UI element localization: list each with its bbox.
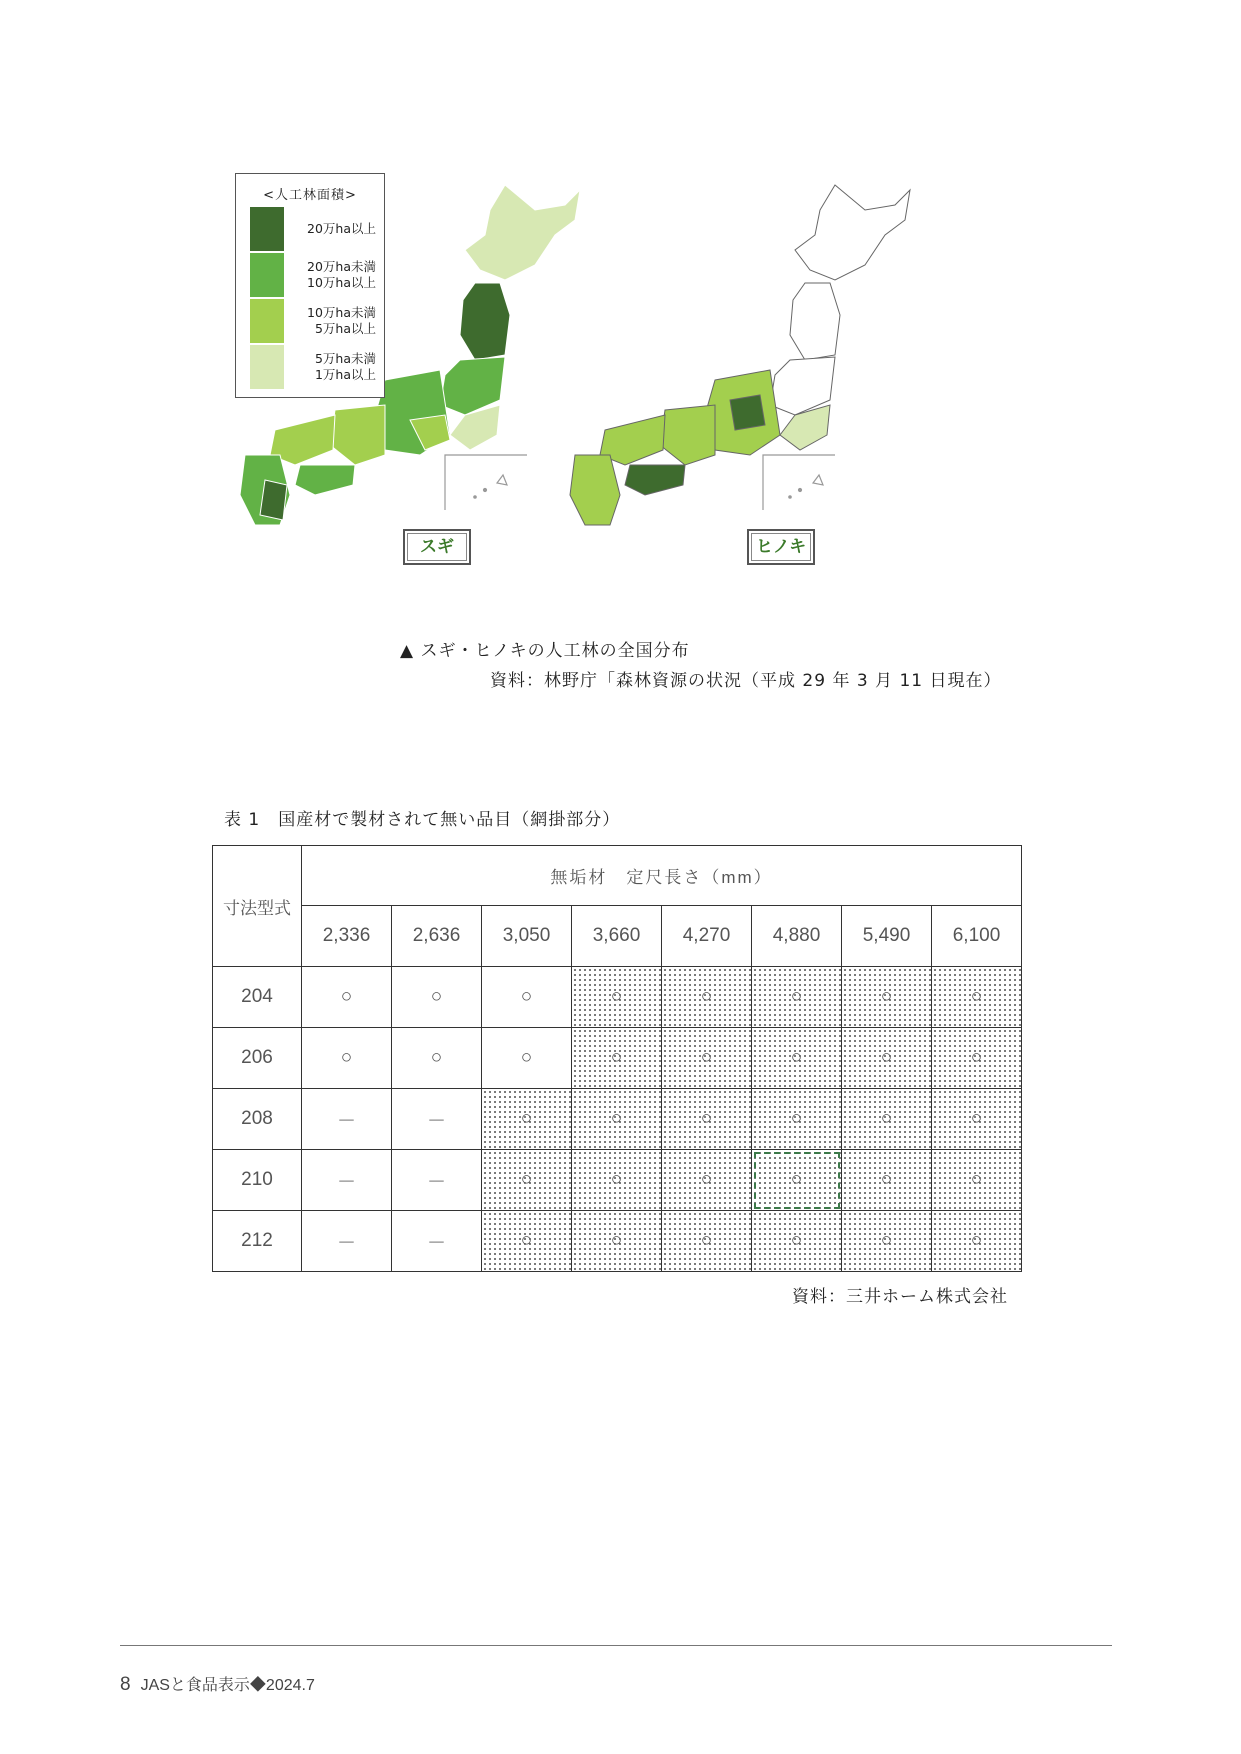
table-cell-shaded: ○: [842, 1150, 932, 1211]
table-cell-shaded: ○: [932, 1089, 1022, 1150]
hinoki-hokkaido: [795, 185, 910, 280]
length-header: 2,636: [392, 906, 482, 967]
lumber-table: [212, 845, 1022, 1272]
legend-item: [250, 207, 376, 251]
table-cell: ○: [482, 1028, 572, 1089]
table-cell: ○: [302, 967, 392, 1028]
table-cell-highlighted: ○: [752, 1150, 842, 1211]
table-cell: －: [302, 1089, 392, 1150]
length-header: 3,660: [572, 906, 662, 967]
legend-item: [250, 253, 376, 297]
table-row: [213, 967, 1022, 1028]
sugi-kyushu-south: [260, 480, 287, 520]
table-cell: －: [392, 1211, 482, 1272]
size-cell: 212: [213, 1211, 302, 1272]
table-cell: －: [392, 1150, 482, 1211]
size-cell: 208: [213, 1089, 302, 1150]
table-cell-shaded: ○: [842, 1028, 932, 1089]
table-cell-shaded: ○: [662, 1150, 752, 1211]
table-cell-shaded: ○: [932, 1211, 1022, 1272]
table-cell-shaded: ○: [662, 1089, 752, 1150]
legend-label: 10万ha以上: [307, 275, 376, 290]
table-row: [213, 1211, 1022, 1272]
table-cell-shaded: ○: [842, 1089, 932, 1150]
length-header: 5,490: [842, 906, 932, 967]
table-source: 資料：三井ホーム株式会社: [792, 1287, 1008, 1307]
legend-label: 5万ha未満: [314, 351, 376, 366]
table-cell-shaded: ○: [752, 1028, 842, 1089]
hinoki-kyushu: [570, 455, 620, 525]
legend-swatch: [250, 345, 284, 389]
table-cell-shaded: ○: [662, 967, 752, 1028]
sugi-kinki: [330, 405, 385, 465]
sugi-okinawa-inset: [445, 455, 527, 510]
legend-label: 10万ha未満: [307, 305, 376, 320]
hinoki-label: ヒノキ: [747, 529, 815, 565]
table-row: [213, 1028, 1022, 1089]
sugi-label: スギ: [403, 529, 471, 565]
table-cell-shaded: ○: [752, 1089, 842, 1150]
legend-swatch: [250, 299, 284, 343]
page-number: 8: [120, 1674, 131, 1695]
hinoki-kinki: [660, 405, 715, 465]
table-row: [213, 1089, 1022, 1150]
publication-name: JASと食品表示◆2024.7: [140, 1677, 315, 1694]
size-cell: 210: [213, 1150, 302, 1211]
table-cell: ○: [392, 1028, 482, 1089]
table-cell-shaded: ○: [662, 1028, 752, 1089]
table-cell-shaded: ○: [482, 1150, 572, 1211]
table-cell-shaded: ○: [932, 1150, 1022, 1211]
sugi-hokkaido: [465, 185, 580, 280]
length-header: 3,050: [482, 906, 572, 967]
sugi-shikoku: [295, 465, 355, 495]
table-cell: ○: [482, 967, 572, 1028]
table-cell: －: [302, 1150, 392, 1211]
table-cell: ○: [392, 967, 482, 1028]
figure-caption: ▲ スギ・ヒノキの人工林の全国分布: [400, 641, 690, 661]
hinoki-shikoku: [625, 465, 685, 495]
table-cell-shaded: ○: [842, 1211, 932, 1272]
legend-label: 5万ha以上: [314, 321, 376, 336]
table-cell: －: [392, 1089, 482, 1150]
legend-label: 1万ha以上: [314, 367, 376, 382]
footer: [120, 1672, 315, 1696]
table-cell-shaded: ○: [572, 1211, 662, 1272]
table-cell-shaded: ○: [482, 1211, 572, 1272]
legend-item: [250, 345, 376, 389]
legend-label: 20万ha未満: [307, 259, 376, 274]
legend-label: 20万ha以上: [307, 221, 376, 236]
length-header: 4,270: [662, 906, 752, 967]
figure-source: 資料：林野庁「森林資源の状況（平成 29 年 3 月 11 日現在）: [490, 671, 1002, 691]
table-row: [213, 1150, 1022, 1211]
footer-divider: [120, 1645, 1112, 1646]
length-header: 6,100: [932, 906, 1022, 967]
hinoki-map: [570, 185, 910, 525]
table-cell-shaded: ○: [572, 1028, 662, 1089]
table-cell-shaded: ○: [842, 967, 932, 1028]
table-cell-shaded: ○: [572, 1089, 662, 1150]
table-cell: ○: [302, 1028, 392, 1089]
table-cell-shaded: ○: [572, 1150, 662, 1211]
length-header: 2,336: [302, 906, 392, 967]
size-cell: 206: [213, 1028, 302, 1089]
legend-item: [250, 299, 376, 343]
legend-swatch: [250, 253, 284, 297]
length-header: 4,880: [752, 906, 842, 967]
length-header-row: [213, 906, 1022, 967]
length-group-header: 無垢材 定尺長さ（mm）: [302, 846, 1022, 906]
hinoki-gifu: [730, 395, 765, 430]
hinoki-okinawa-inset: [763, 455, 835, 510]
legend-swatch: [250, 207, 284, 251]
table-cell-shaded: ○: [752, 967, 842, 1028]
forest-distribution-figure: [235, 165, 1050, 595]
corner-header: 寸法型式: [213, 846, 302, 967]
table-cell-shaded: ○: [572, 967, 662, 1028]
size-cell: 204: [213, 967, 302, 1028]
table-cell-shaded: ○: [662, 1211, 752, 1272]
legend-title: <人工林面積>: [263, 188, 357, 203]
table-title: 表 1 国産材で製材されて無い品目（網掛部分）: [224, 810, 621, 830]
table-header-row: [213, 846, 1022, 906]
table-cell-shaded: ○: [752, 1211, 842, 1272]
sugi-tohoku-north: [460, 283, 510, 360]
table-cell-shaded: ○: [932, 967, 1022, 1028]
legend: [235, 173, 385, 398]
hinoki-tohoku-north: [790, 283, 840, 360]
table-cell-shaded: ○: [932, 1028, 1022, 1089]
table-cell-shaded: ○: [482, 1089, 572, 1150]
table-cell: －: [302, 1211, 392, 1272]
